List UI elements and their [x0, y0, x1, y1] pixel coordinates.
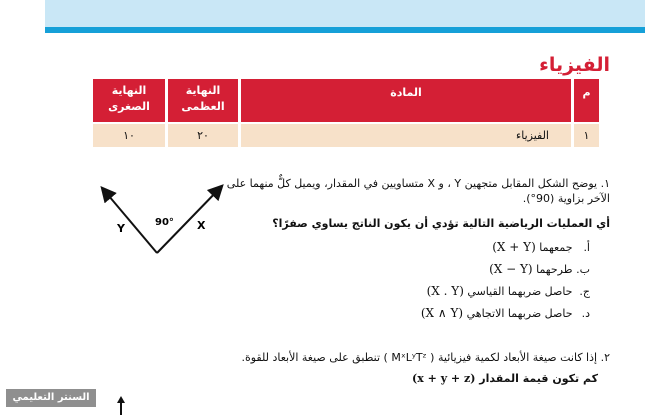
header-band: [45, 0, 645, 27]
question-1-prompt: أي العمليات الرياضية التالية تؤدي أن يكون الناتج يساوي صفرًا؟: [272, 217, 610, 230]
table-cell-subject: الفيزياء: [241, 124, 571, 147]
angle-label: 90°: [155, 217, 174, 228]
vector-y-label: Y: [117, 222, 125, 235]
table-cell-no: ١: [574, 124, 599, 147]
vector-diagram: [95, 183, 235, 263]
option-c[interactable]: ج. حاصل ضربهما القياسي (X . Y): [426, 284, 590, 298]
header-cell-no: م: [574, 79, 599, 122]
option-d[interactable]: د. حاصل ضربهما الاتجاهي (X ∧ Y): [420, 306, 590, 320]
option-a[interactable]: أ. جمعهما (X + Y): [492, 240, 590, 254]
option-b[interactable]: ب. طرحهما (X − Y): [489, 262, 590, 276]
question-1-text: ١. يوضح الشكل المقابل متجهين Y ، و X متساويين في المقدار، ويميل كلٌّ منهما على الآخر بزاوية (90°).: [226, 177, 610, 205]
header-cell-min: النهاية الصغرى: [93, 79, 165, 122]
grades-table: [93, 79, 599, 147]
question-2-text: ٢. إذا كانت صيغة الأبعاد لكمية فيزيائية ( MˣLʸTᶻ ) تنطبق على صيغة الأبعاد للقوة.: [241, 351, 610, 364]
header-rule: [45, 27, 645, 33]
publisher-badge: السنتر التعليمي: [6, 389, 96, 407]
question-2-prompt: كم تكون قيمة المقدار (x + y + z): [412, 372, 598, 385]
header-cell-subject: المادة: [241, 79, 571, 122]
table-cell-max: ٢٠: [168, 124, 238, 147]
arrow-up-icon: [116, 396, 126, 415]
header-cell-max: النهاية العظمى: [168, 79, 238, 122]
table-cell-min: ١٠: [93, 124, 165, 147]
vector-y-arrow: [103, 189, 157, 253]
page-title: الفيزياء: [539, 54, 610, 76]
vector-x-label: X: [197, 219, 206, 232]
